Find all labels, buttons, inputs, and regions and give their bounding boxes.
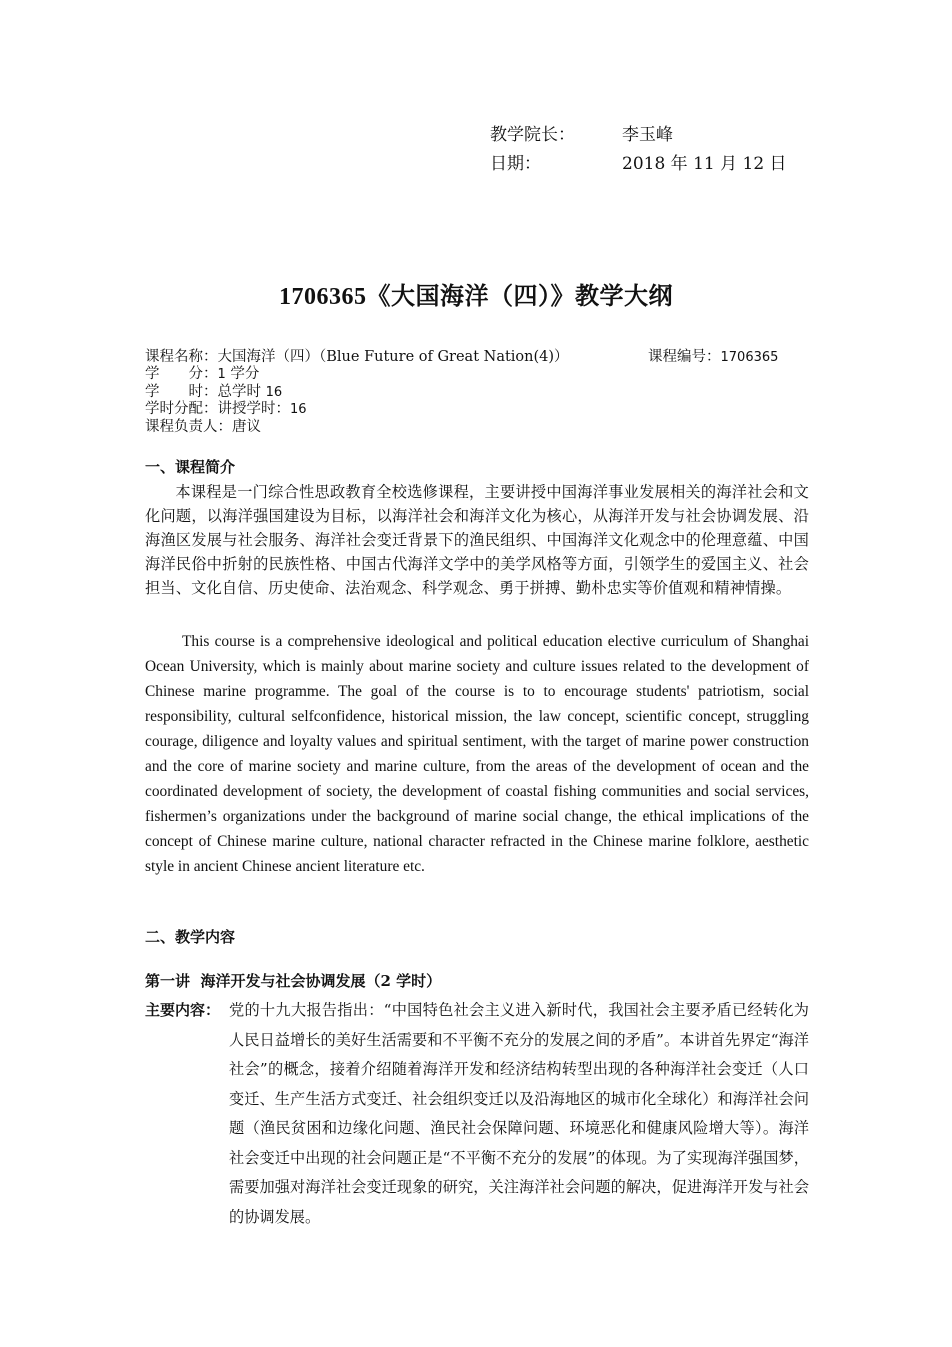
hours-label: 学 时：: [145, 384, 218, 400]
course-name-label: 课程名称：: [145, 349, 218, 365]
dean-name: 李玉峰: [622, 125, 673, 145]
allocation-text: 讲授学时：: [217, 401, 290, 417]
credit-number: 1: [217, 367, 226, 382]
hours-number: 16: [265, 385, 283, 400]
main-content-label: 主要内容：: [145, 1001, 221, 1019]
credit-unit: 学分: [230, 366, 260, 382]
leader-label: 课程负责人：: [145, 419, 232, 435]
allocation-label: 学时分配：: [145, 401, 218, 417]
course-name-value: 大国海洋（四）（Blue Future of Great Nation(4)）: [217, 349, 569, 365]
hours-text: 总学时: [217, 384, 261, 400]
intro-paragraph-english: This course is a comprehensive ideological and political education elective curriculum of Shanghai Ocean University, which is mainly about marine society and culture issues related to the development of Chinese marine programme. The goal of the course is to to encourage students' patriotism, social responsibility, cultural selfconfidence, historical mission, the law concept, scientific concept, struggling courage, diligence and loyalty values and spiritual sentiment, with the target of marine power construction and the core of marine society and marine culture, from the areas of the development of ocean and the coordinated development of society, the development of coastal fishing communities and social services, fishermen’s organizations under the background of marine social change, the ethical implications of the concept of Chinese marine culture, national character refracted in the Chinese marine folklore, aesthetic style in ancient Chinese ancient literature etc.: [145, 633, 809, 875]
lecture-title: 第一讲 海洋开发与社会协调发展（2 学时）: [145, 972, 442, 990]
course-code-label: 课程编号：: [648, 349, 721, 365]
credit-label: 学 分：: [145, 366, 218, 382]
leader-value: 唐议: [232, 419, 261, 435]
date-label: 日期：: [490, 154, 541, 174]
course-code-row: [648, 345, 778, 366]
document-title: 1706365《大国海洋（四）》教学大纲: [279, 284, 673, 310]
course-code-value: 1706365: [720, 350, 779, 365]
intro-paragraph-chinese: 本课程是一门综合性思政教育全校选修课程，主要讲授中国海洋事业发展相关的海洋社会和文化问题，以海洋强国建设为目标，以海洋社会和海洋文化为核心，从海洋开发与社会协调发展、沿海渔区发展与社会服务、海洋社会变迁背景下的渔民组织、中国海洋文化观念中的伦理意蕴、中国海洋民俗中折射的民族性格、中国古代海洋文学中的美学风格等方面，引领学生的爱国主义、社会担当、文化自信、历史使命、法治观念、科学观念、勇于拼搏、勤朴忠实等价值观和精神情操。: [145, 483, 809, 597]
leader-row: [145, 415, 261, 436]
dean-label: 教学院长：: [490, 125, 575, 145]
date-value: 2018 年 11 月 12 日: [622, 154, 787, 174]
main-content-body: 党的十九大报告指出：“中国特色社会主义进入新时代，我国社会主要矛盾已经转化为人民日益增长的美好生活需要和不平衡不充分的发展之间的矛盾”。本讲首先界定“海洋社会”的概念，接着介绍随着海洋开发和经济结构转型出现的各种海洋社会变迁（人口变迁、生产生活方式变迁、社会组织变迁以及沿海地区的城市化全球化）和海洋社会问题（渔民贫困和边缘化问题、渔民社会保障问题、环境恶化和健康风险增大等）。海洋社会变迁中出现的社会问题正是“不平衡不充分的发展”的体现。为了实现海洋强国梦，需要加强对海洋社会变迁现象的研究，关注海洋社会问题的解决，促进海洋开发与社会的协调发展。: [229, 1001, 809, 1226]
section-heading-intro: 一、课程简介: [145, 458, 236, 476]
allocation-number: 16: [290, 402, 307, 417]
section-heading-content: 二、教学内容: [145, 928, 236, 946]
